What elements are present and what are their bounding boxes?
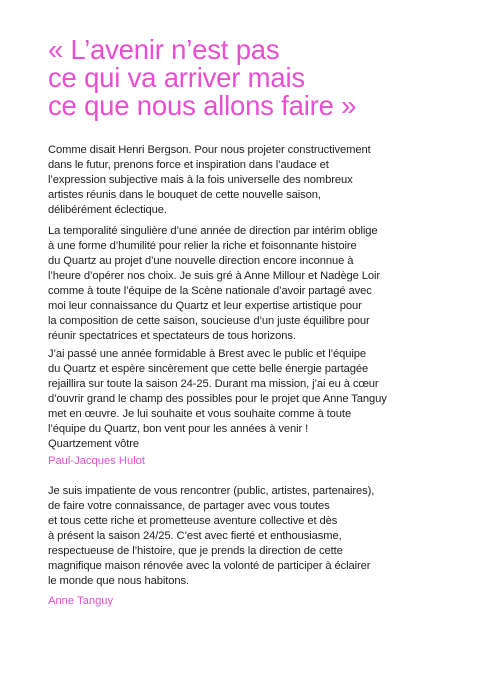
paragraph-line: du Quartz et espère sincèrement que cette belle énergie partagée: [48, 363, 369, 375]
signature-first-block: [48, 454, 428, 469]
paragraph-line: de faire votre connaissance, de partager avec vous toutes: [48, 500, 330, 512]
paragraph-line: l’heure d’opérer nos choix. Je suis gré à Anne Millour et Nadège Loir: [48, 270, 381, 282]
paragraph-temporality: [48, 224, 428, 344]
paragraph-line: moi leur connaissance du Quartz et leur expertise artistique pour: [48, 300, 362, 312]
paragraph-line: délibérément éclectique.: [48, 204, 167, 216]
quote-line: « L’avenir n’est pas: [48, 34, 280, 65]
paragraph-line: Comme disait Henri Bergson. Pour nous projeter constructivement: [48, 144, 371, 156]
signature-paul-jacques-hulot: Paul-Jacques Hulot: [48, 455, 146, 467]
quote-line: ce qui va arriver mais: [48, 62, 305, 93]
paragraph-intro: [48, 143, 428, 218]
paragraph-line: respectueuse de l’histoire, que je prends la direction de cette: [48, 545, 343, 557]
paragraph-line: dans le futur, prenons force et inspiration dans l’audace et: [48, 159, 329, 171]
signature-anne-tanguy: Anne Tanguy: [48, 595, 114, 607]
paragraph-line: à présent la saison 24/25. C’est avec fierté et enthousiasme,: [48, 530, 342, 542]
paragraph-line: à une forme d’humilité pour relier la riche et foisonnante histoire: [48, 240, 357, 252]
paragraph-welcome: [48, 484, 428, 589]
paragraph-brest: [48, 347, 428, 452]
paragraph-line: la composition de cette saison, soucieuse d’un juste équilibre pour: [48, 315, 370, 327]
paragraph-line: met en œuvre. Je lui souhaite et vous souhaite comme à toute: [48, 408, 352, 420]
paragraph-line: et tous cette riche et prometteuse aventure collective et dès: [48, 515, 338, 527]
paragraph-line: Quartzement vôtre: [48, 438, 139, 450]
paragraph-line: du Quartz au projet d’une nouvelle direction encore inconnue à: [48, 255, 354, 267]
paragraph-line: d’ouvrir grand le champ des possibles pour le projet que Anne Tanguy: [48, 393, 387, 405]
paragraph-line: l’expression subjective mais à la fois universelle des nombreux: [48, 174, 353, 186]
paragraph-line: le monde que nous habitons.: [48, 575, 189, 587]
quote-line: ce que nous allons faire »: [48, 90, 357, 121]
paragraph-line: Je suis impatiente de vous rencontrer (public, artistes, partenaires),: [48, 485, 375, 497]
page-quote-heading: [48, 36, 468, 120]
paragraph-line: artistes réunis dans le bouquet de cette nouvelle saison,: [48, 189, 321, 201]
paragraph-line: réunir spectatrices et spectateurs de tous horizons.: [48, 330, 296, 342]
paragraph-line: La temporalité singulière d’une année de direction par intérim oblige: [48, 225, 378, 237]
paragraph-line: J’ai passé une année formidable à Brest avec le public et l’équipe: [48, 348, 367, 360]
paragraph-line: rejaillira sur toute la saison 24-25. Durant ma mission, j’ai eu à cœur: [48, 378, 379, 390]
paragraph-line: comme à toute l’équipe de la Scène nationale d’avoir partagé avec: [48, 285, 372, 297]
signature-second-block: [48, 594, 428, 609]
paragraph-line: l’équipe du Quartz, bon vent pour les années à venir !: [48, 423, 309, 435]
paragraph-line: magnifique maison rénovée avec la volonté de participer à éclairer: [48, 560, 371, 572]
